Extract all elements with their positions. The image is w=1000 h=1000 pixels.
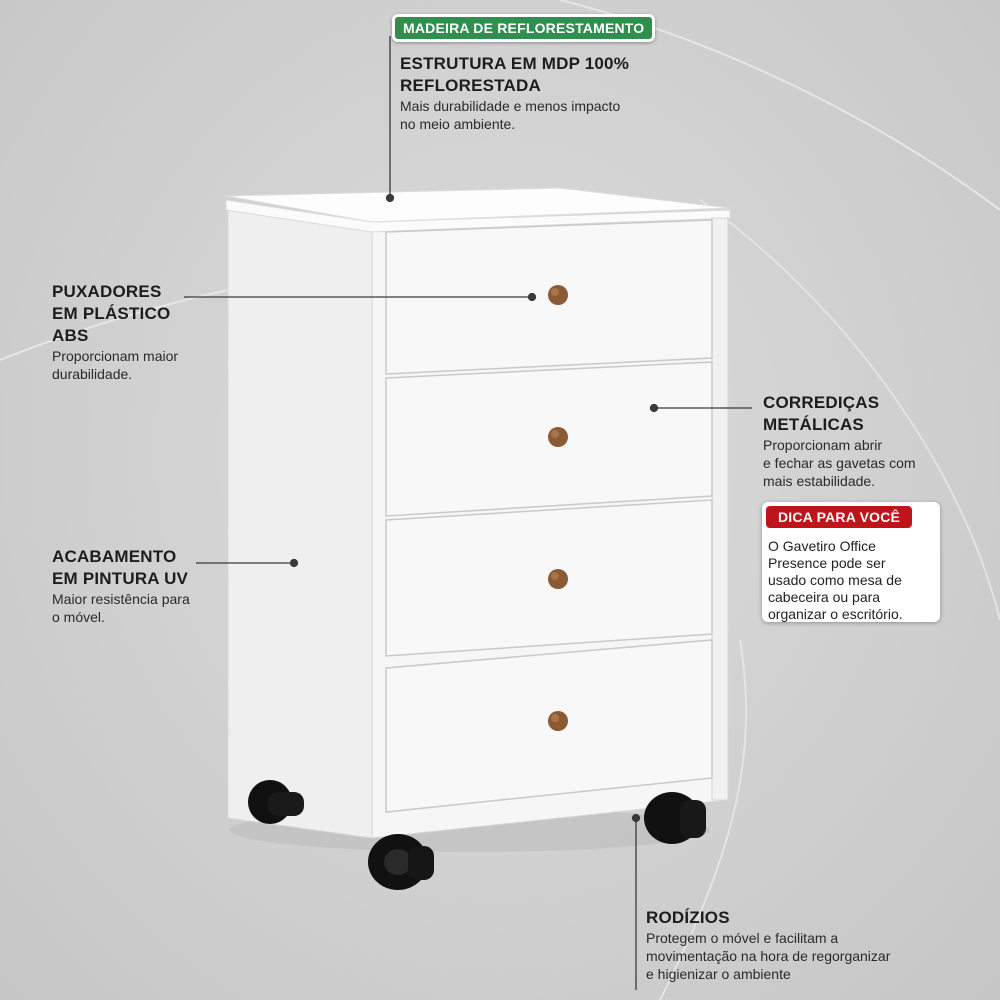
tip-text: [768, 538, 938, 623]
callout-description: e higienizar o ambiente: [646, 966, 791, 982]
callout-casters: [646, 907, 890, 983]
callout-description: Proporcionam abrir: [763, 437, 883, 453]
callout-title: PUXADORES: [52, 282, 162, 301]
callout-title: CORREDIÇAS: [763, 393, 880, 412]
callout-description: o móvel.: [52, 609, 105, 625]
callout-title: ESTRUTURA EM MDP 100%: [400, 54, 630, 73]
callout-finish: [52, 546, 190, 626]
cabinet-side-panel: [228, 205, 372, 838]
callout-description: mais estabilidade.: [763, 473, 876, 489]
drawer-knob: [548, 427, 568, 447]
tip-badge: DICA PARA VOCÊ: [766, 506, 912, 528]
callout-title: RODÍZIOS: [646, 908, 730, 927]
drawer-knob: [548, 569, 568, 589]
callout-title: REFLORESTADA: [400, 76, 541, 95]
drawer-knob: [548, 711, 568, 731]
callout-title: ACABAMENTO: [52, 547, 177, 566]
tip-line: organizar o escritório.: [768, 606, 903, 622]
callout-title: METÁLICAS: [763, 415, 864, 434]
callout-slides: [763, 392, 916, 490]
reforestation-badge: MADEIRA DE REFLORESTAMENTO: [392, 14, 655, 42]
cabinet-right-edge: [712, 218, 728, 800]
callout-structure: [400, 53, 629, 133]
callout-title: EM PLÁSTICO: [52, 304, 171, 323]
callout-handles: [52, 281, 178, 383]
callout-title: EM PINTURA UV: [52, 569, 189, 588]
callout-description: movimentação na hora de regorganizar: [646, 948, 891, 964]
tip-line: usado como mesa de: [768, 572, 902, 588]
callout-description: Proporcionam maior: [52, 348, 179, 364]
callout-description: no meio ambiente.: [400, 116, 516, 132]
callout-description: Protegem o móvel e facilitam a: [646, 930, 839, 946]
callout-description: Mais durabilidade e menos impacto: [400, 98, 621, 114]
tip-line: Presence pode ser: [768, 555, 886, 571]
tip-line: O Gavetiro Office: [768, 538, 876, 554]
callout-title: ABS: [52, 326, 89, 345]
callout-description: Maior resistência para: [52, 591, 190, 607]
drawer-3[interactable]: [386, 500, 712, 656]
tip-line: cabeceira ou para: [768, 589, 881, 605]
drawer-2[interactable]: [386, 362, 712, 516]
callout-description: durabilidade.: [52, 366, 133, 382]
drawer-knob: [548, 285, 568, 305]
callout-description: e fechar as gavetas com: [763, 455, 916, 471]
